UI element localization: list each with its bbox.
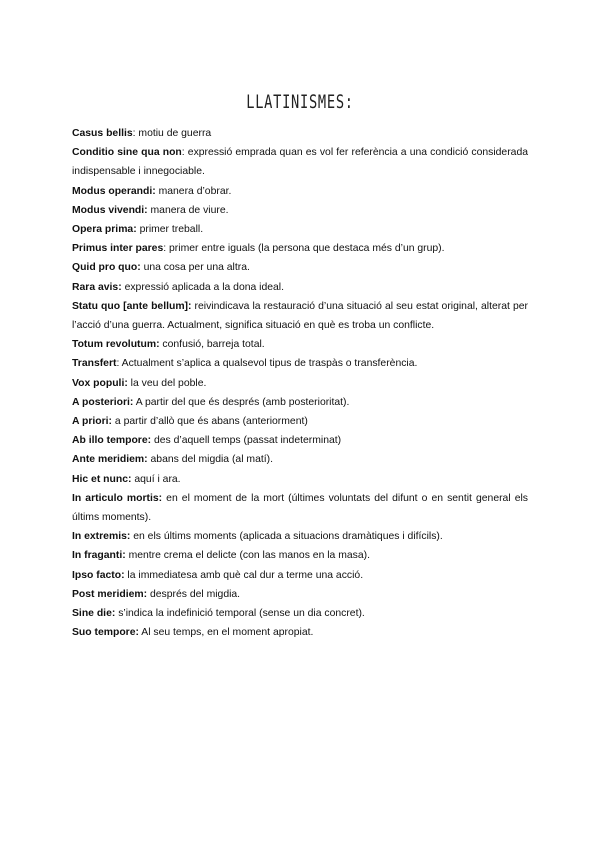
- glossary-entry: [72, 470, 528, 489]
- entry-definition: expressió aplicada a la dona ideal.: [121, 281, 285, 293]
- entry-term: Vox populi:: [72, 377, 128, 389]
- entry-term: Casus bellis: [72, 128, 133, 139]
- entry-term: Conditio sine qua non: [72, 147, 182, 159]
- entry-definition: primer treball.: [136, 224, 204, 236]
- glossary-entry: [72, 258, 528, 277]
- entry-term: Sine die:: [72, 608, 116, 620]
- entry-definition: motiu de guerra: [135, 128, 212, 139]
- entry-term: Transfert: [72, 358, 117, 370]
- glossary-entry: [72, 354, 528, 373]
- entry-term: Modus vivendi:: [72, 204, 148, 216]
- entry-term: A priori:: [72, 416, 113, 428]
- glossary-entry: [72, 124, 528, 143]
- glossary-entry: [72, 374, 528, 393]
- entry-definition: manera de viure.: [147, 204, 229, 216]
- entry-definition: la immediatesa amb què cal dur a terme una acció.: [124, 569, 364, 581]
- entry-term: Statu quo [ante bellum]:: [72, 300, 192, 312]
- glossary-entry: [72, 278, 528, 297]
- entry-term: Quid pro quo:: [72, 262, 141, 274]
- entry-term: Ab illo tempore:: [72, 435, 152, 447]
- entry-definition: expressió emprada quan es vol fer referència a una condició considerada indispensable i innegociable.: [72, 147, 529, 178]
- glossary-entry: [72, 431, 528, 450]
- entry-definition: confusió, barreja total.: [159, 339, 265, 351]
- glossary-entry: [72, 412, 528, 431]
- glossary-entry: [72, 143, 528, 181]
- entry-separator: :: [116, 358, 120, 370]
- glossary-entry: [72, 527, 528, 546]
- glossary-entry: [72, 585, 528, 604]
- entry-definition: primer entre iguals (la persona que destaca més d’un grup).: [166, 243, 445, 255]
- entry-term: Primus inter pares: [72, 243, 164, 255]
- entry-term: Rara avis:: [72, 281, 122, 293]
- entry-definition: A partir del que és després (amb posterioritat).: [133, 396, 350, 408]
- glossary-entry: [72, 489, 528, 527]
- entry-definition: aquí i ara.: [131, 473, 181, 485]
- entry-definition: la veu del poble.: [127, 377, 207, 389]
- entry-definition: Al seu temps, en el moment apropiat.: [138, 627, 314, 639]
- entry-separator: :: [181, 147, 185, 159]
- glossary-entry: [72, 566, 528, 585]
- glossary-entry: [72, 393, 528, 412]
- entry-term: Opera prima:: [72, 224, 137, 236]
- entry-term: Ante meridiem:: [72, 454, 148, 466]
- glossary: [72, 124, 528, 642]
- glossary-entry: [72, 297, 528, 335]
- entry-definition: reivindicava la restauració d’una situació al seu estat original, alterat per l’acció d’una guerra. Actualment, significa situació en què es troba un conflicte.: [72, 300, 528, 332]
- entry-term: Post meridiem:: [72, 588, 148, 600]
- entry-definition: mentre crema el delicte (con las manos en la masa).: [125, 550, 370, 562]
- glossary-entry: [72, 201, 528, 220]
- page-title: LLATINISMES:: [246, 90, 354, 113]
- entry-definition: s’indica la indefinició temporal (sense un dia concret).: [115, 608, 365, 620]
- entry-term: Modus operandi:: [72, 185, 156, 197]
- entry-definition: a partir d’allò que és abans (anteriorment): [112, 416, 308, 428]
- entry-term: Suo tempore:: [72, 627, 139, 639]
- glossary-entry: [72, 604, 528, 623]
- glossary-entry: [72, 450, 528, 469]
- entry-definition: Actualment s’aplica a qualsevol tipus de traspàs o transferència.: [119, 358, 418, 370]
- entry-definition: abans del migdia (al matí).: [147, 454, 273, 466]
- entry-term: Totum revolutum:: [72, 339, 160, 351]
- glossary-entry: [72, 239, 528, 258]
- glossary-entry: [72, 182, 528, 201]
- entry-term: A posteriori:: [72, 396, 134, 408]
- entry-definition: en el moment de la mort (últimes voluntats del difunt o en sentit general els últims moments).: [72, 492, 528, 524]
- glossary-entry: [72, 623, 528, 642]
- entry-term: Ipso facto:: [72, 569, 125, 581]
- entry-separator: :: [163, 243, 167, 255]
- glossary-entry: [72, 546, 528, 565]
- entry-term: Hic et nunc:: [72, 473, 132, 485]
- glossary-entry: [72, 335, 528, 354]
- entry-term: In fraganti:: [72, 550, 126, 562]
- entry-definition: una cosa per una altra.: [140, 262, 250, 274]
- entry-definition: després del migdia.: [147, 588, 241, 600]
- entry-definition: manera d’obrar.: [155, 185, 232, 197]
- entry-term: In articulo mortis:: [72, 492, 163, 504]
- glossary-entry: [72, 220, 528, 239]
- entry-term: In extremis:: [72, 531, 131, 543]
- entry-separator: :: [132, 128, 136, 139]
- entry-definition: des d’aquell temps (passat indeterminat): [151, 435, 342, 447]
- entry-definition: en els últims moments (aplicada a situacions dramàtiques i difícils).: [130, 531, 443, 543]
